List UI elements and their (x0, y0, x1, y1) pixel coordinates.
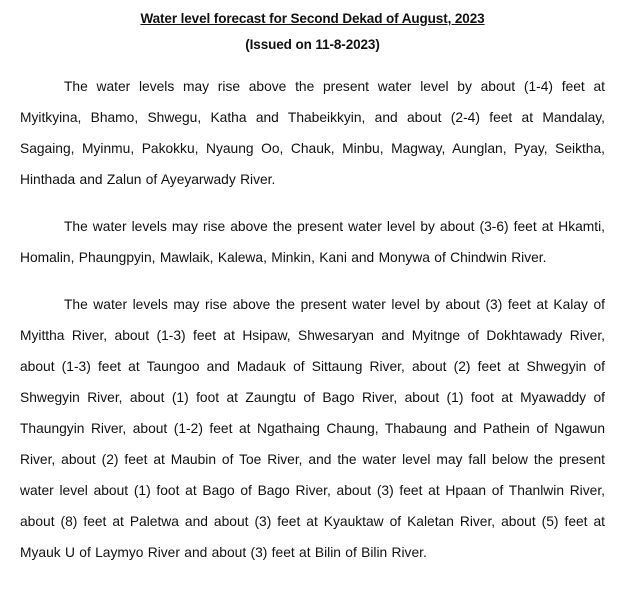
issued-date: (Issued on 11-8-2023) (245, 37, 380, 52)
paragraph-chindwin: The water levels may rise above the present water level by about (3-6) feet at Hkamti, Homalin, Phaungpyin, Mawlaik, Kalewa, Minkin, Kani and Monywa of Chindwin River. (20, 219, 605, 265)
document-title: Water level forecast for Second Dekad of August, 2023 (140, 11, 485, 26)
paragraph-other-rivers: The water levels may rise above the present water level by about (3) feet at Kalay of Myittha River, about (1-3) feet at Hsipaw, Shwesaryan and Myitnge of Dokhtawady River, about (1-3) feet at Taungoo and Madauk of Sittaung River, about (2) feet at Shwegyin of Shwegyin River, about (1) foot at Zaungtu of Bago River, about (1) foot at Myawaddy of Thaungyin River, about (1-2) feet at Ngathaing Chaung, Thabaung and Pathein of Ngawun River, about (2) feet at Maubin of Toe River, and the water level may fall below the present water level about (1) foot at Bago of Bago River, about (3) feet at Hpaan of Thanlwin River, about (8) feet at Paletwa and about (3) feet at Kyauktaw of Kaletan River, about (5) feet at Myauk U of Laymyo River and about (3) feet at Bilin of Bilin River. (20, 297, 605, 560)
paragraph-ayeyarwady: The water levels may rise above the present water level by about (1-4) feet at Myitkyina, Bhamo, Shwegu, Katha and Thabeikkyin, and about (2-4) feet at Mandalay, Sagaing, Myinmu, Pakokku, Nyaung Oo, Chauk, Minbu, Magway, Aunglan, Pyay, Seiktha, Hinthada and Zalun of Ayeyarwady River. (20, 79, 605, 187)
